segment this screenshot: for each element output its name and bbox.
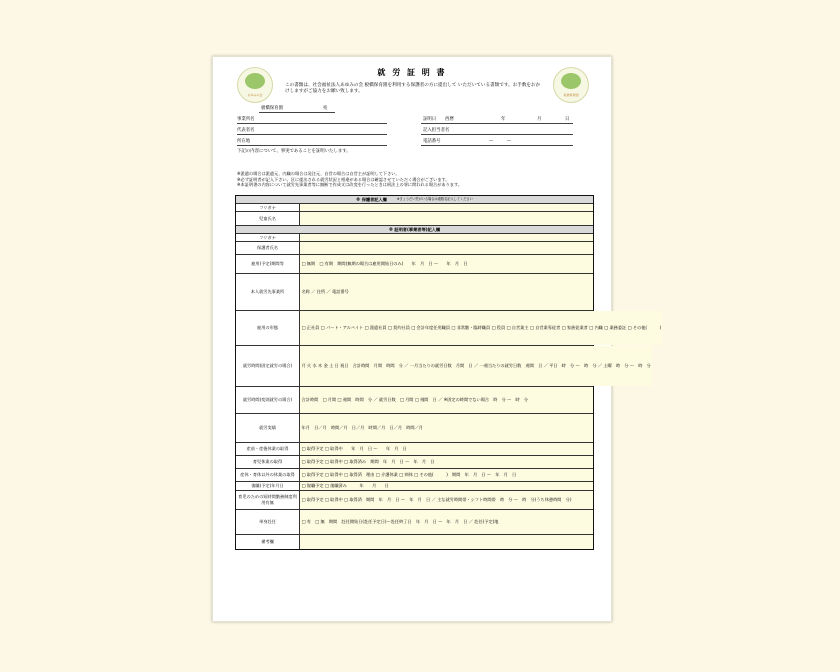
row-label: 備考欄 (236, 535, 300, 549)
row-input-area[interactable]: □ 取得予定 □ 取得中 □ 取得済 期間 年 月 日 ～ 年 月 日 ／ 主な就労時間帯・シフト時間帯 時 分 ～ 時 分(うち休憩時間 分) (300, 491, 593, 509)
row-label: 就労時間(変則就労の場合) (236, 387, 300, 413)
row-input-area[interactable] (300, 212, 593, 225)
business-name-label: 事業所名 (237, 117, 255, 122)
row-input-area[interactable]: □ 正社員 □ パート・アルバイト □ 派遣社員 □ 契約社員 □ 会計年度任用職員 □ 非常勤・臨時職員 □ 役員 □ 自営業主 □ 自営業専従者 □ 家族従業者 □ 内職 □ 業務委託 □ その他( ) (300, 311, 663, 345)
row-label: 育児のための短時間勤務制度利用有無 (236, 491, 300, 509)
form-row (236, 233, 593, 241)
phone-separators: — — (489, 139, 511, 144)
row-input-area[interactable]: □ 取得予定 □ 取得中 □ 取得済 理由 □ 介護休業 □ 病休 □ その他( ) 期間 年 月 日 ～ 年 月 日 (300, 469, 593, 481)
person-in-charge-label: 記入担当者名 (423, 128, 450, 133)
row-label: 単身赴任 (236, 510, 300, 534)
row-input-area[interactable]: □ 取得予定 □ 取得中 年 月 日 ～ 年 月 日 (300, 443, 593, 455)
form-row (236, 490, 593, 509)
note-1: ※派遣の場合は派遣元、内職の場合は発注元、自営の場合は自営主が証明して下さい。 (237, 171, 400, 176)
form-row (236, 468, 593, 481)
form-row (236, 455, 593, 468)
form-row (236, 386, 593, 413)
addressee: 板橋保育園 (261, 106, 283, 111)
row-label: 産前・産後休業の取得 (236, 443, 300, 455)
era-label: 西暦 (445, 117, 454, 122)
year-label: 年 (501, 117, 506, 122)
form-row (236, 203, 593, 211)
form-row (236, 310, 662, 345)
row-label: 産休・育休以外の休業の取得 (236, 469, 300, 481)
row-label: フリガナ (236, 234, 300, 241)
row-input-area[interactable] (300, 204, 593, 211)
row-input-area[interactable]: □ 復職予定 □ 復職済み 年 月 日 (300, 482, 593, 490)
row-label: 児童氏名 (236, 212, 300, 225)
representative-label: 代表者名 (237, 128, 255, 133)
row-input-area[interactable]: 合計時間 □ 月間 □ 週間 時間 分 ／ 就労日数 □ 月間 □ 週間 日 ／ ※固定の時間でない場合 時 分 ～ 時 分 (300, 387, 593, 413)
cert-date-label: 証明日 (423, 117, 437, 122)
form-row (236, 481, 593, 490)
row-input-area[interactable] (300, 535, 593, 549)
addressee-suffix: 宛 (323, 106, 328, 111)
form-row (236, 509, 593, 534)
row-label: 復職(予定)年月日 (236, 482, 300, 490)
row-input-area[interactable]: □ 取得予定 □ 取得中 □ 取得済み 期間 年 月 日 ～ 年 月 日 (300, 456, 593, 468)
row-label: 育児休業の取得 (236, 456, 300, 468)
form-row (236, 413, 593, 442)
row-label: 就労時間(固定就労の場合) (236, 346, 300, 386)
form-row (236, 345, 651, 386)
logo-right-text: 板橋保育園 (563, 93, 579, 97)
intro-text: この書類は、社会福祉法人あゆみの会 板橋保育園を利用する保護者の方に提出して いただいている書類です。お手数をおかけしますがご協力をお願い致します。 (285, 83, 541, 94)
row-label: 保護者氏名 (236, 242, 300, 254)
row-input-area[interactable]: 年月 日／月 時間／月 日／月 時間／月 日／月 時間／月 (300, 414, 593, 442)
form-row (236, 534, 593, 549)
logo-left-text: あゆみの会 (247, 93, 263, 97)
form-row (236, 254, 593, 273)
form-row (236, 211, 593, 225)
form-row (236, 241, 593, 254)
address-label: 所在地 (237, 139, 251, 144)
row-label: 雇用(予定)期間等 (236, 255, 300, 273)
form-row (236, 273, 593, 310)
form-table (235, 195, 662, 550)
section-banner (236, 196, 593, 203)
row-input-area[interactable]: □ 無期 □ 有期 期間(無期の場合は雇用開始日のみ) 年 月 日 ～ 年 月 日 (300, 255, 593, 273)
document-title: 就 労 証 明 書 (377, 68, 447, 77)
row-input-area[interactable]: 名称 ／ 住所 ／ 電話番号 (300, 274, 593, 310)
day-label: 日 (565, 117, 570, 122)
certificate-page (212, 56, 662, 622)
section-title: ※ 証明者(事業者等)記入欄 (388, 226, 441, 232)
row-input-area[interactable]: □ 有 □ 無 期間 赴任開始日(赴任予定日)～赴任終了日 年 月 日 ～ 年 月 日 ／ 赴任(予定)地 (300, 510, 593, 534)
row-label: 雇用の形態 (236, 311, 300, 345)
section-note: ※きょうだい児がいる場合は複数名記入してください (396, 196, 473, 201)
phone-label: 電話番号 (423, 139, 441, 144)
form-row (236, 442, 593, 455)
row-input-area[interactable]: 月 火 水 木 金 土 日 祝日 合計時間 月間 時間 分 ／ 一月当たりの就労日数 月間 日 ／ 一週当たりの就労日数 週間 日 ／ 平日 時 分 ～ 時 分 ／ 土曜 時 分 ～ 時 分 (300, 346, 652, 386)
row-label: 就労実績 (236, 414, 300, 442)
form-row (236, 225, 593, 233)
section-title: ※ 保護者記入欄 (356, 196, 387, 202)
form-row (236, 196, 593, 203)
row-label: フリガナ (236, 204, 300, 211)
note-3: ※本証明書の内容について就労先事業者等に無断で作成又は改変を行ったときは刑法上の罪に問われる場合があります。 (237, 182, 463, 187)
row-label: 本人就労先事業所 (236, 274, 300, 310)
row-input-area[interactable] (300, 234, 593, 241)
section-banner (236, 226, 593, 233)
row-input-area[interactable] (300, 242, 593, 254)
notes (237, 171, 597, 188)
note-2: ※必ず証明者が記入下さい。区に提出される就労状況と相違がある場合は確認させていただく場合がございます。 (237, 176, 450, 182)
certify-statement: 下記の内容について、事実であることを証明いたします。 (237, 149, 351, 154)
month-label: 月 (537, 117, 542, 122)
